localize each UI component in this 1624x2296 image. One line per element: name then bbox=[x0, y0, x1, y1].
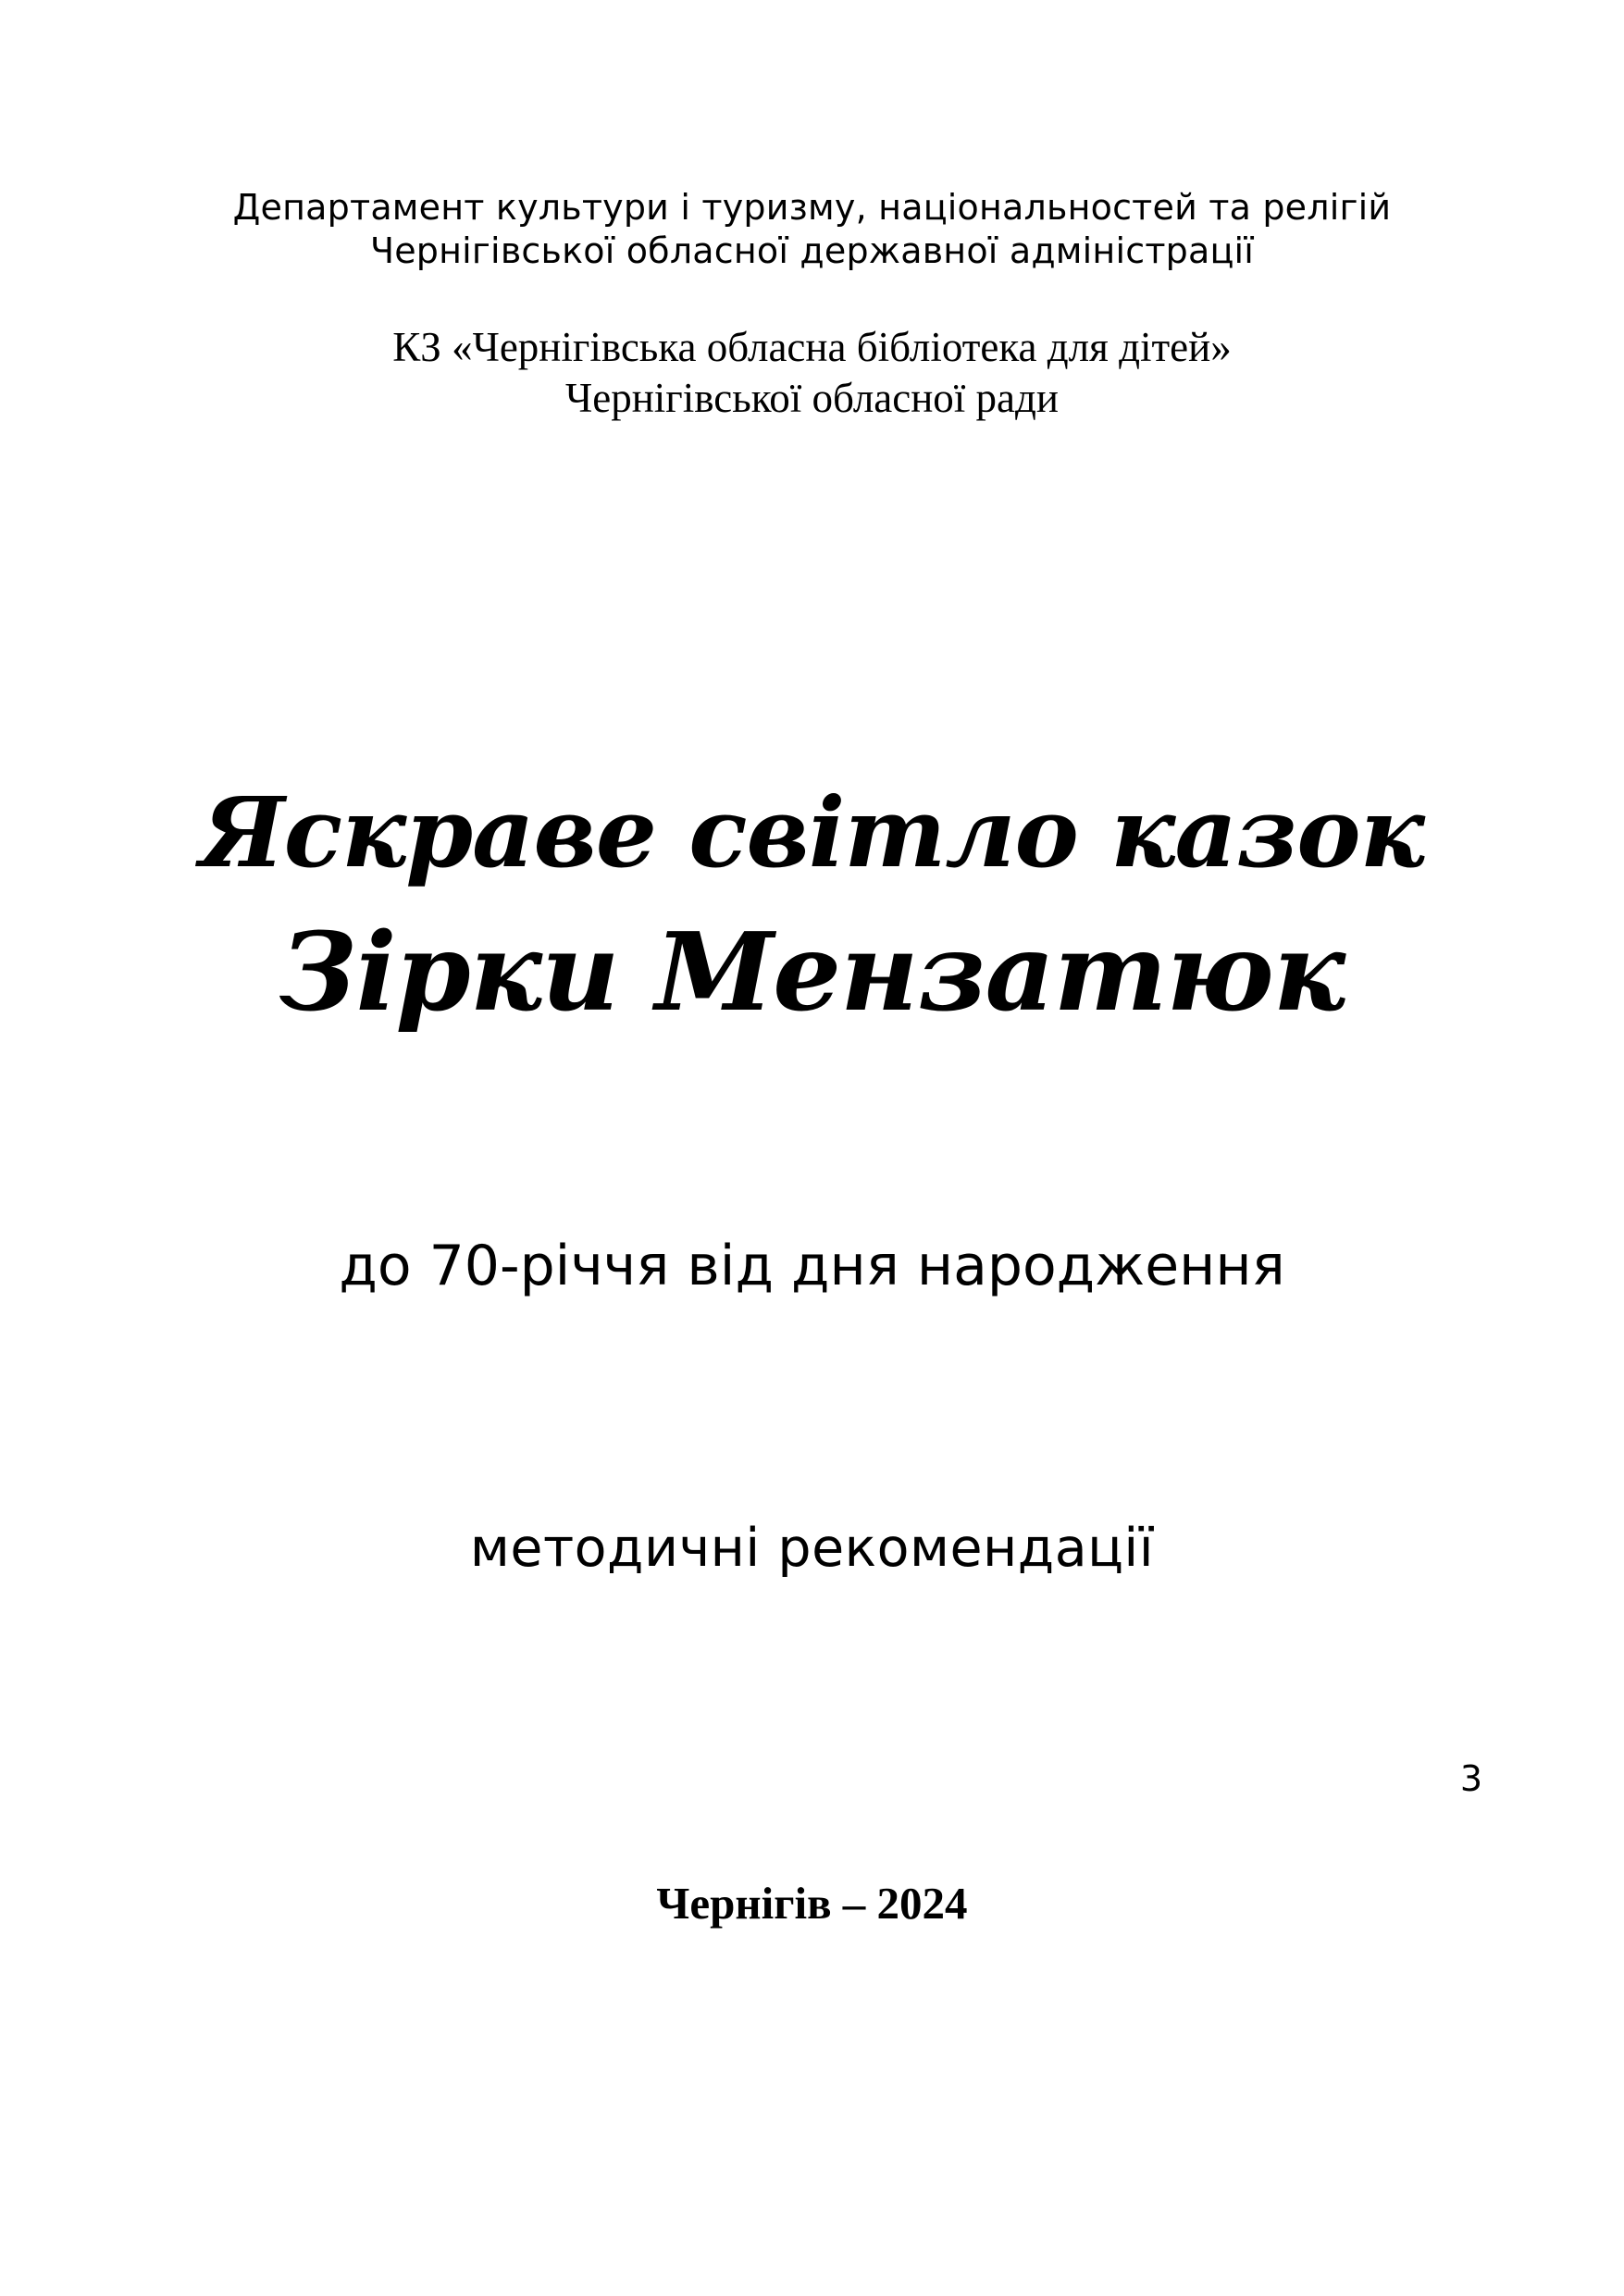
institution-name-line-1: КЗ «Чернігівська обласна бібліотека для дітей» bbox=[392, 324, 1232, 370]
place-and-year: Чернігів – 2024 bbox=[656, 1878, 968, 1929]
publication-type: методичні рекомендації bbox=[469, 1518, 1155, 1579]
book-title-line-1: Яскраве світло казок bbox=[200, 776, 1424, 889]
book-title-line-2: Зірки Мензатюк bbox=[279, 910, 1345, 1036]
department-name-line-1: Департамент культури і туризму, національностей та релігій bbox=[232, 187, 1392, 228]
department-name-line-2: Чернігівської обласної державної адміністрації bbox=[369, 230, 1255, 271]
anniversary-subtitle: до 70-річчя від дня народження bbox=[339, 1234, 1285, 1298]
page-number: 3 bbox=[1459, 1758, 1483, 1799]
institution-name-line-2: Чернігівської обласної ради bbox=[564, 375, 1060, 421]
